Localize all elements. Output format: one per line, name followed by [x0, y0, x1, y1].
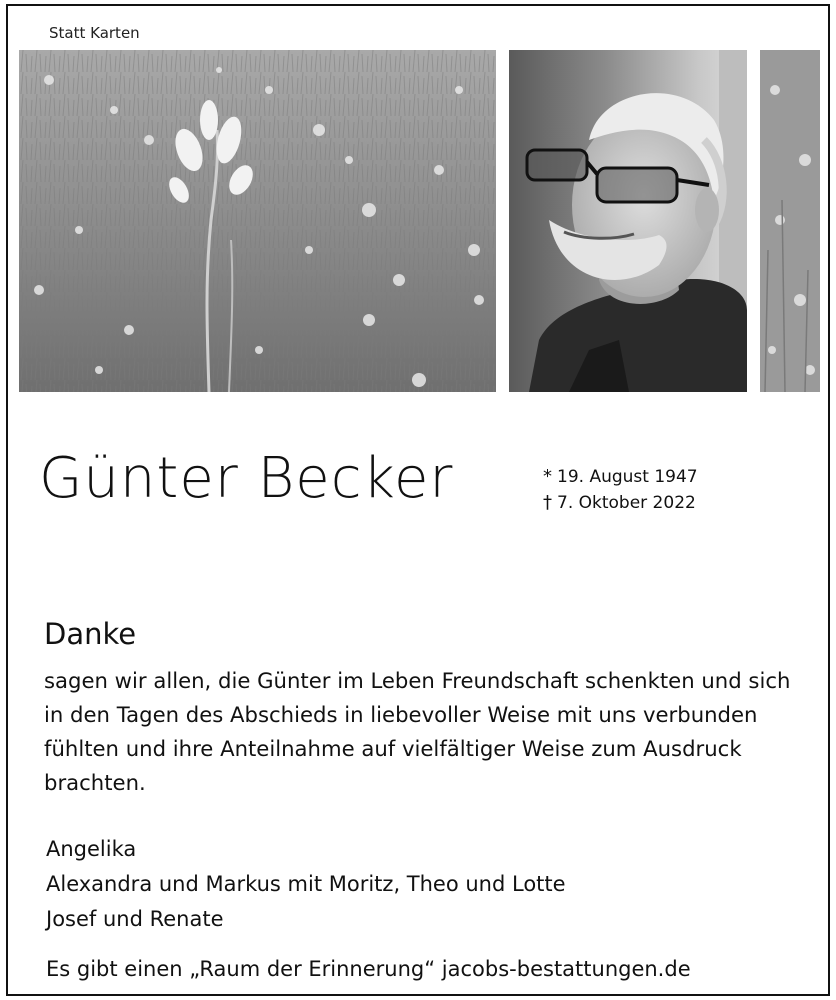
birth-date: 19. August 1947: [557, 467, 698, 487]
family-line: Alexandra und Markus mit Moritz, Theo und Lotte: [46, 872, 566, 896]
thanks-title: Danke: [44, 617, 137, 651]
birth-symbol: *: [543, 466, 552, 487]
meadow-photo: [19, 50, 496, 392]
portrait-photo: [509, 50, 747, 392]
thanks-text: sagen wir allen, die Günter im Leben Freundschaft schenkten und sich in den Tagen des Abschieds in liebevoller Weise mit uns verbunden fühlten und ihre Anteilnahme auf vielfältiger Weise zum Ausdruck brachten.: [44, 668, 791, 795]
death-symbol: †: [543, 492, 552, 513]
death-date-line: [543, 490, 698, 516]
header-note: Statt Karten: [49, 24, 140, 42]
obituary-card: [6, 4, 830, 996]
family-line: Josef und Renate: [46, 907, 224, 931]
death-date: 7. Oktober 2022: [557, 493, 696, 513]
life-dates: [543, 464, 698, 516]
family-signatures: [46, 832, 566, 937]
family-line: Angelika: [46, 837, 137, 861]
memorial-note: Es gibt einen „Raum der Erinnerung“ jacobs-bestattungen.de: [46, 957, 691, 981]
birth-date-line: [543, 464, 698, 490]
deceased-name: Günter Becker: [39, 446, 454, 511]
meadow-strip-photo: [760, 50, 820, 392]
